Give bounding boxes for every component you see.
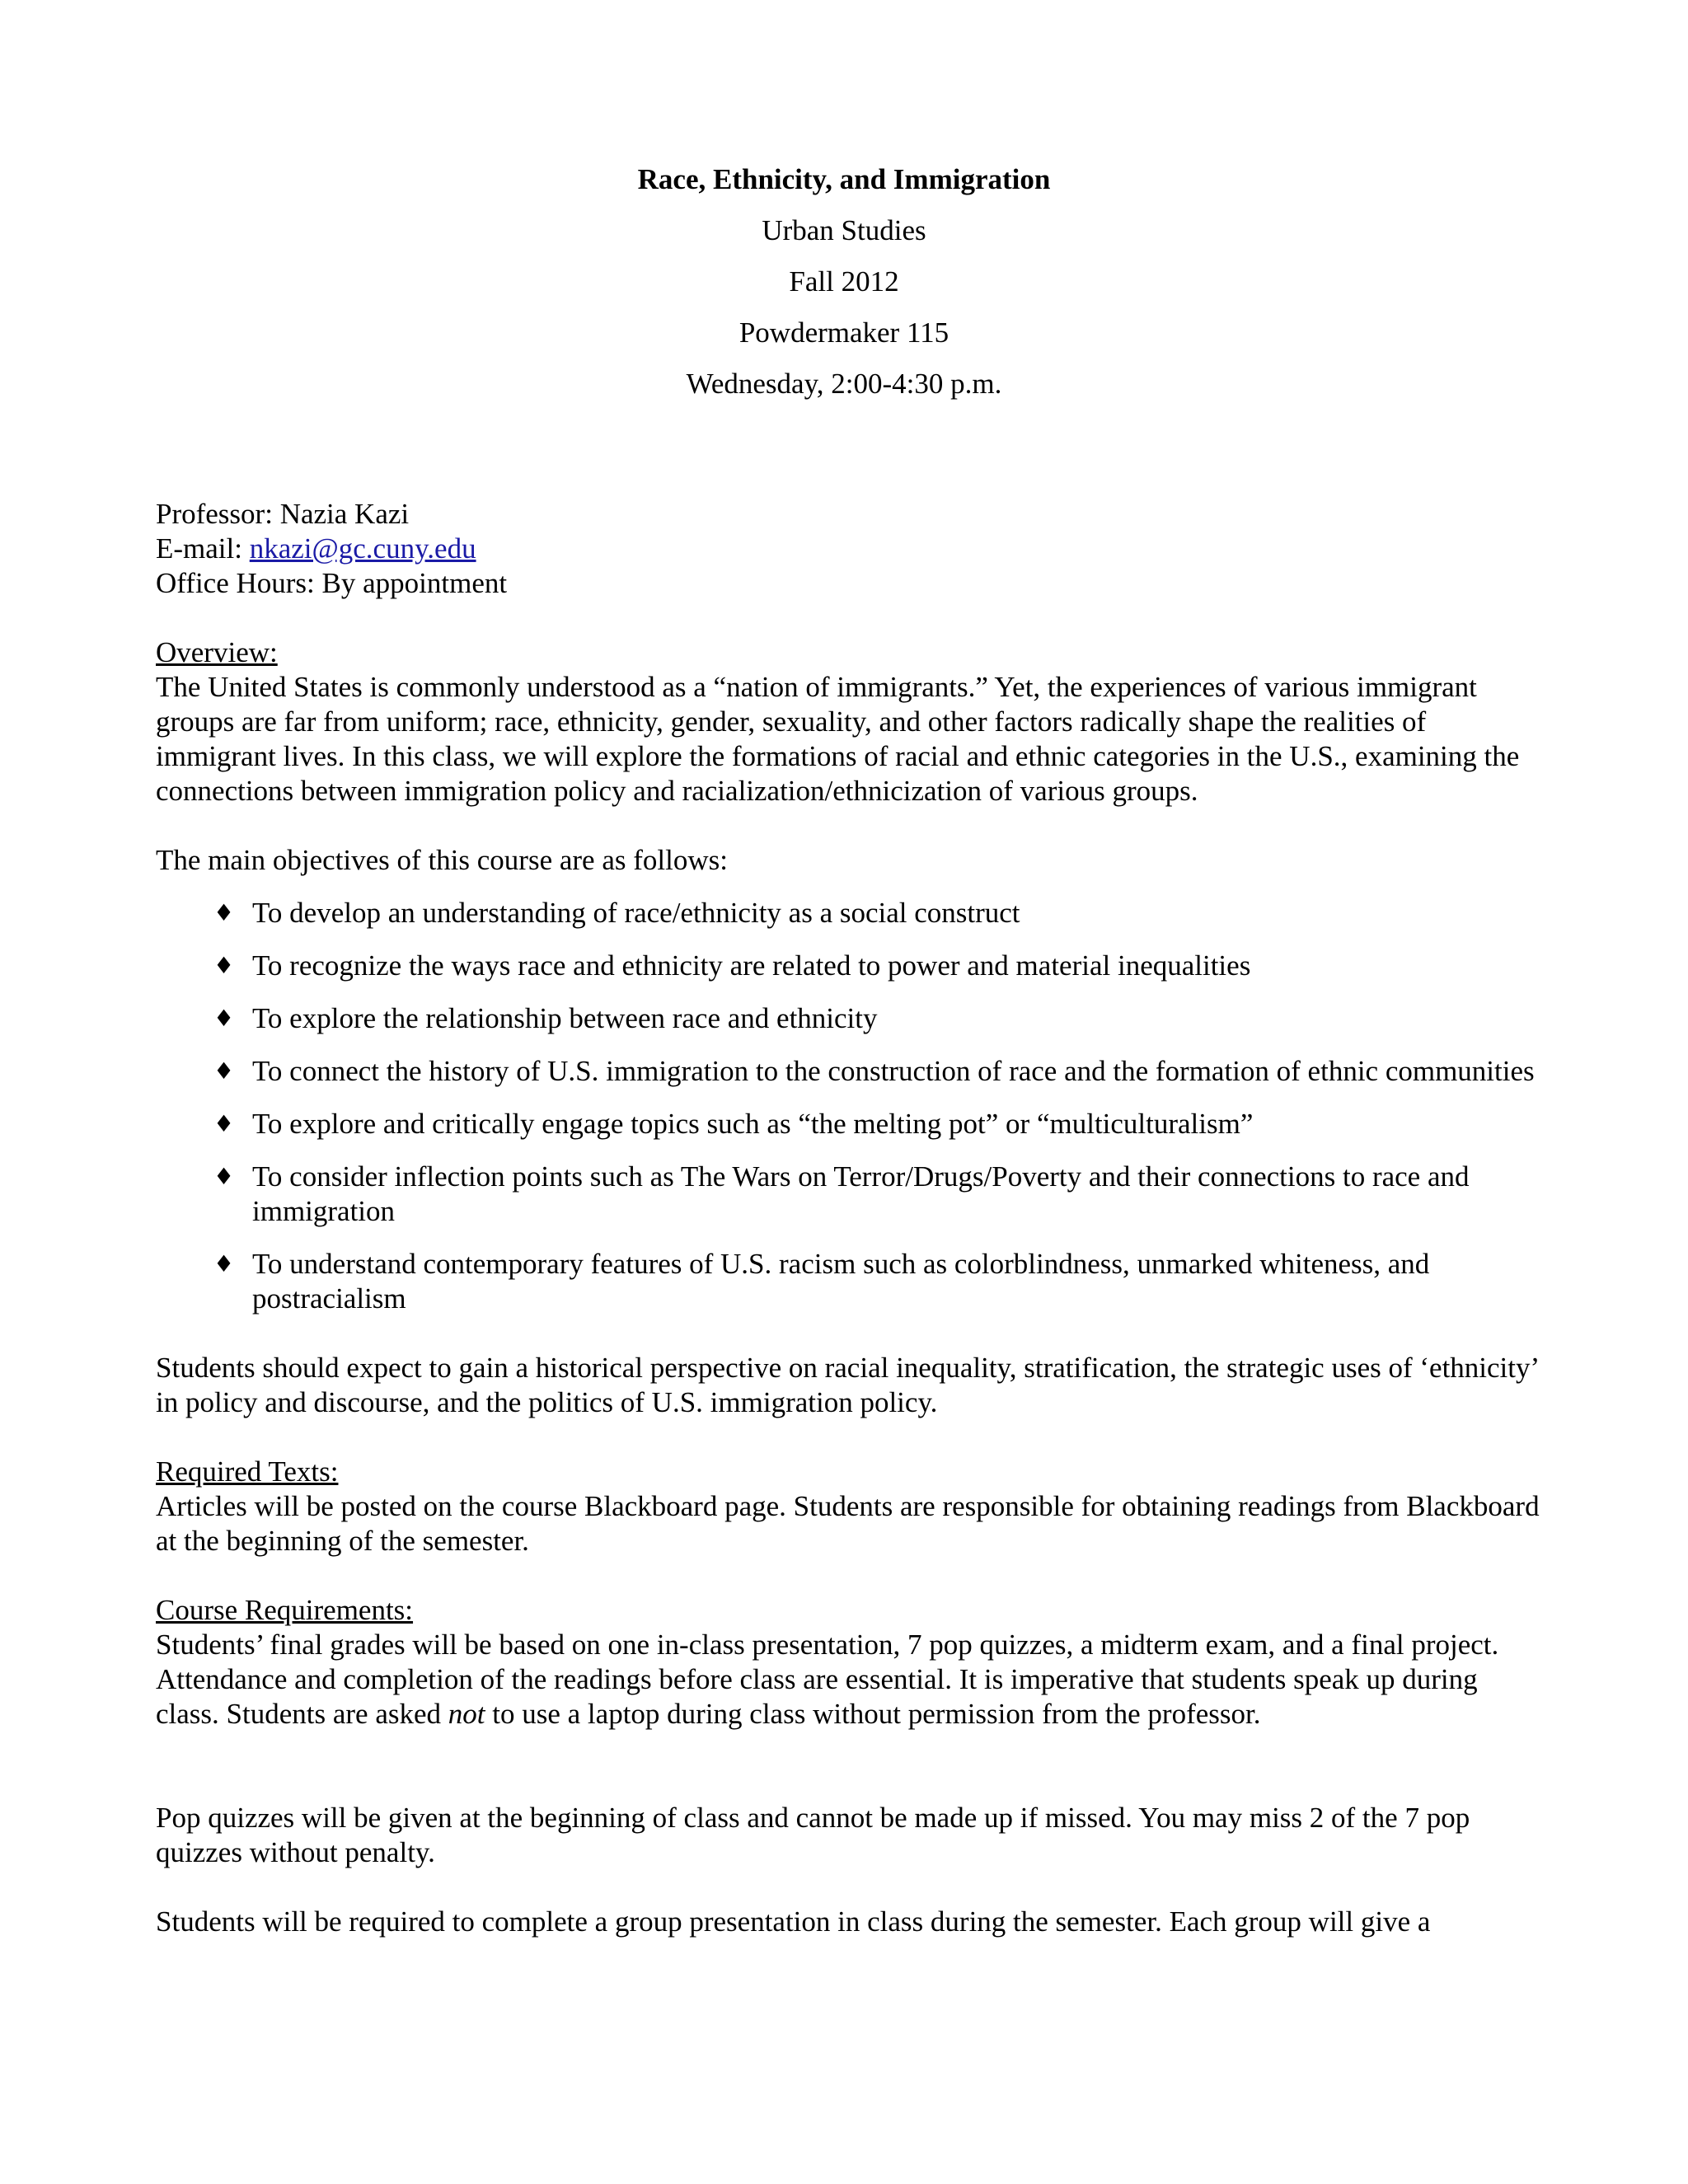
objective-text: To explore the relationship between race and ethnicity (252, 1002, 878, 1034)
requirements-text-end: to use a laptop during class without permission from the professor. (485, 1698, 1261, 1730)
diamond-bullet-icon: ♦ (213, 1057, 235, 1085)
spacer (156, 1558, 1540, 1593)
course-department: Urban Studies (762, 214, 926, 246)
objectives-intro: The main objectives of this course are as follows: (156, 844, 728, 876)
spacer (156, 1870, 1540, 1905)
diamond-bullet-icon: ♦ (213, 899, 235, 926)
requirements-emphasis: not (448, 1698, 485, 1730)
email-link[interactable]: nkazi@gc.cuny.edu (249, 532, 476, 565)
objective-text: To explore and critically engage topics such as “the melting pot” or “multiculturalism” (252, 1108, 1254, 1140)
course-schedule: Wednesday, 2:00-4:30 p.m. (686, 368, 1002, 400)
professor-name: Nazia Kazi (279, 498, 410, 530)
email-line (156, 532, 1540, 566)
syllabus-body (156, 497, 1540, 1939)
professor-label: Professor: (156, 498, 280, 530)
list-item (156, 1247, 1540, 1316)
objective-text: To recognize the ways race and ethnicity are related to power and material inequalities (252, 949, 1251, 982)
spacer (156, 1732, 1540, 1801)
requirements-text-start: Students’ final grades will be based on one in-class presentation, 7 pop quizzes, a midterm exam, and a final project. Attendance and completion of the readings before class are essential. It is imperative that students speak up during class. Students are asked (156, 1629, 1499, 1730)
list-item (156, 896, 1540, 930)
list-item (156, 949, 1540, 983)
spacer (156, 601, 1540, 635)
course-room: Powdermaker 115 (738, 316, 950, 349)
objective-text: To understand contemporary features of U.S. racism such as colorblindness, unmarked whiteness, and postracialism (252, 1248, 1430, 1315)
required-texts-text: Articles will be posted on the course Blackboard page. Students are responsible for obtaining readings from Blackboard at the beginning of the semester. (156, 1490, 1540, 1557)
list-item (156, 1107, 1540, 1141)
objective-text: To consider inflection points such as The Wars on Terror/Drugs/Poverty and their connections to race and immigration (252, 1160, 1470, 1227)
professor-line (156, 497, 1540, 532)
diamond-bullet-icon: ♦ (213, 952, 235, 979)
email-label: E-mail: (156, 532, 250, 565)
objective-text: To develop an understanding of race/ethnicity as a social construct (252, 897, 1020, 929)
course-title: Race, Ethnicity, and Immigration (637, 163, 1051, 195)
course-header (0, 154, 1688, 410)
spacer (156, 1420, 1540, 1455)
diamond-bullet-icon: ♦ (213, 1005, 235, 1032)
overview-text: The United States is commonly understood as a “nation of immigrants.” Yet, the experiences of various immigrant groups are far from uniform; race, ethnicity, gender, sexuality, and other factors radically shape the realities of immigrant lives. In this class, we will explore the formations of racial and ethnic categories in the U.S., examining the connections between immigration policy and racialization/ethnicization of various groups. (156, 671, 1520, 807)
office-hours-label: Office Hours: (156, 567, 322, 599)
list-item (156, 1001, 1540, 1036)
diamond-bullet-icon: ♦ (213, 1110, 235, 1137)
course-requirements-heading: Course Requirements: (156, 1594, 414, 1626)
expectations-text: Students should expect to gain a historical perspective on racial inequality, stratification, the strategic uses of ‘ethnicity’ in policy and discourse, and the politics of U.S. immigration policy. (156, 1352, 1538, 1418)
overview-heading: Overview: (156, 636, 278, 668)
diamond-bullet-icon: ♦ (213, 1250, 235, 1277)
office-hours-line (156, 566, 1540, 601)
list-item (156, 1160, 1540, 1229)
office-hours-value: By appointment (321, 567, 508, 599)
objectives-list (156, 896, 1540, 1316)
diamond-bullet-icon: ♦ (213, 1163, 235, 1190)
course-term: Fall 2012 (789, 265, 899, 298)
pop-quizzes-text: Pop quizzes will be given at the beginning of class and cannot be made up if missed. You may miss 2 of the 7 pop quizzes without penalty. (156, 1802, 1470, 1868)
required-texts-heading: Required Texts: (156, 1455, 339, 1488)
spacer (156, 808, 1540, 843)
list-item (156, 1054, 1540, 1089)
spacer (156, 1316, 1540, 1351)
group-presentation-text: Students will be required to complete a group presentation in class during the semester. Each group will give a (156, 1905, 1431, 1938)
objective-text: To connect the history of U.S. immigration to the construction of race and the formation of ethnic communities (252, 1055, 1535, 1087)
course-requirements-text (156, 1628, 1540, 1732)
